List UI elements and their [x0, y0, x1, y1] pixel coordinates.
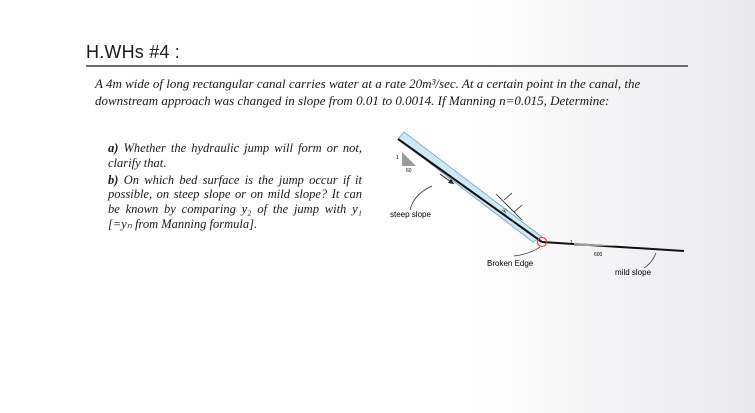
- mild-triangle-rise: 1: [570, 240, 573, 246]
- title-underline: [86, 65, 688, 67]
- problem-statement: [95, 76, 695, 109]
- steep-slope-leader: [410, 186, 432, 210]
- broken-edge-label: Broken Edge: [487, 259, 534, 268]
- question-list: [108, 141, 362, 234]
- broken-edge-leader: [514, 247, 540, 256]
- mild-triangle-run: 600: [594, 252, 603, 258]
- problem-text: A 4m wide of long rectangular canal carries water at a rate 20m³/sec. At a certain point in the canal, the downstream approach was changed in slope from 0.01 to 0.0014. If Manning n=0.015, Determine:: [95, 76, 641, 108]
- steep-bed-line: [398, 139, 542, 242]
- steep-triangle-rise: 1: [396, 155, 399, 161]
- depth-tick-lower: [514, 205, 522, 212]
- question-b: [108, 173, 362, 232]
- question-b-label: b): [108, 172, 119, 187]
- mild-bed-line: [542, 242, 684, 251]
- mild-slope-label: mild slope: [615, 268, 652, 277]
- depth-label: y₁: [501, 206, 509, 215]
- question-a: [108, 141, 362, 171]
- depth-tick-upper: [504, 193, 512, 200]
- steep-slope-triangle: [402, 152, 416, 166]
- canal-slope-figure: [370, 130, 700, 290]
- question-a-text: Whether the hydraulic jump will form or not, clarify that.: [108, 141, 363, 170]
- steep-slope-label: steep slope: [390, 210, 431, 219]
- steep-triangle-run: 60: [406, 168, 412, 174]
- question-b-text: On which bed surface is the jump occur if it possible, on steep slope or on mild slope? It can be known by comparing y₂ of the jump with y₁ [=yₙ from Manning formula].: [108, 172, 362, 231]
- question-a-label: a): [108, 141, 119, 155]
- page-title: H.WHs #4 :: [86, 42, 181, 62]
- mild-slope-leader: [644, 253, 656, 268]
